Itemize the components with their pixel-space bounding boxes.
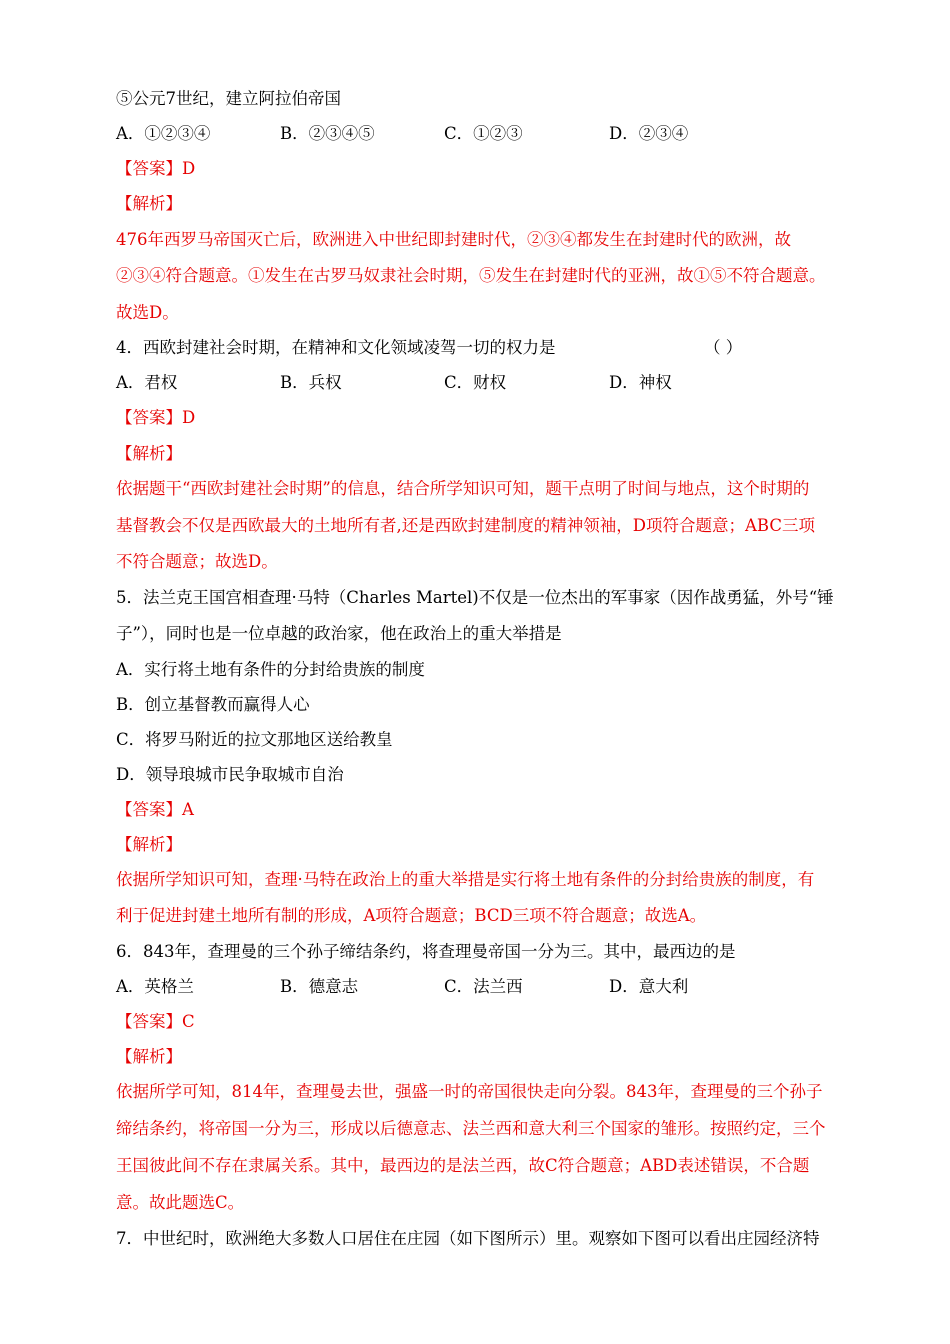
q5-answer: 【答案】A: [116, 800, 194, 819]
q4-answer-blank: （ ）: [704, 338, 743, 357]
q5-option-a: A．实行将土地有条件的分封给贵族的制度: [116, 660, 425, 679]
q3-option-a: A．①②③④: [116, 124, 211, 143]
q4-stem: 4．西欧封建社会时期，在精神和文化领域凌驾一切的权力是: [116, 338, 556, 357]
q5-option-b: B．创立基督教而赢得人心: [116, 695, 310, 714]
q3-option-b: B．②③④⑤: [280, 124, 375, 143]
q5-option-d: D．领导琅城市民争取城市自治: [116, 765, 344, 784]
q6-analysis-line-1: 依据所学可知，814年，查理曼去世，强盛一时的帝国很快走向分裂。843年，查理曼的三个孙子: [116, 1082, 823, 1101]
q6-analysis-label: 【解析】: [116, 1047, 182, 1066]
q3-answer: 【答案】D: [116, 159, 196, 178]
q4-analysis-line-1: 依据题干“西欧封建社会时期”的信息，结合所学知识可知，题干点明了时间与地点，这个时期的: [116, 479, 810, 498]
q4-analysis-label: 【解析】: [116, 444, 182, 463]
q6-analysis-line-3: 王国彼此间不存在隶属关系。其中，最西边的是法兰西，故C符合题意；ABD表述错误，不合题: [116, 1156, 810, 1175]
q3-item-5: ⑤公元7世纪，建立阿拉伯帝国: [116, 89, 341, 108]
q3-analysis-line-1: 476年西罗马帝国灭亡后，欧洲进入中世纪即封建时代，②③④都发生在封建时代的欧洲，故: [116, 230, 791, 249]
q3-option-c: C．①②③: [444, 124, 523, 143]
q6-analysis-line-4: 意。故此题选C。: [116, 1193, 245, 1212]
q7-stem: 7．中世纪时，欧洲绝大多数人口居住在庄园（如下图所示）里。观察如下图可以看出庄园经济特: [116, 1229, 820, 1248]
q4-option-c: C．财权: [444, 373, 507, 392]
q4-answer: 【答案】D: [116, 408, 196, 427]
q6-option-d: D．意大利: [609, 977, 689, 996]
q4-option-a: A．君权: [116, 373, 178, 392]
q4-analysis-line-2: 基督教会不仅是西欧最大的土地所有者,还是西欧封建制度的精神领袖，D项符合题意；ABC三项: [116, 516, 815, 535]
q4-analysis-line-3: 不符合题意；故选D。: [116, 552, 278, 571]
q5-option-c: C．将罗马附近的拉文那地区送给教皇: [116, 730, 393, 749]
q3-option-d: D．②③④: [609, 124, 689, 143]
q4-option-b: B．兵权: [280, 373, 342, 392]
q5-analysis-line-1: 依据所学知识可知，查理·马特在政治上的重大举措是实行将土地有条件的分封给贵族的制度，有: [116, 870, 815, 889]
q6-option-a: A．英格兰: [116, 977, 194, 996]
q6-stem: 6．843年，查理曼的三个孙子缔结条约，将查理曼帝国一分为三。其中，最西边的是: [116, 942, 736, 961]
q6-analysis-line-2: 缔结条约，将帝国一分为三，形成以后德意志、法兰西和意大利三个国家的雏形。按照约定，三个: [116, 1119, 826, 1138]
q3-analysis-label: 【解析】: [116, 194, 182, 213]
q3-analysis-line-2: ②③④符合题意。①发生在古罗马奴隶社会时期，⑤发生在封建时代的亚洲，故①⑤不符合题意。: [116, 266, 826, 285]
q6-answer: 【答案】C: [116, 1012, 195, 1031]
q4-option-d: D．神权: [609, 373, 672, 392]
q3-analysis-line-3: 故选D。: [116, 303, 179, 322]
q5-analysis-line-2: 利于促进封建土地所有制的形成，A项符合题意；BCD三项不符合题意；故选A。: [116, 906, 707, 925]
q5-analysis-label: 【解析】: [116, 835, 182, 854]
q5-stem-line-1: 5．法兰克王国宫相查理·马特（Charles Martel)不仅是一位杰出的军事家（因作战勇猛，外号“锤: [116, 588, 834, 607]
q6-option-b: B．德意志: [280, 977, 359, 996]
q6-option-c: C．法兰西: [444, 977, 523, 996]
q5-stem-line-2: 子”），同时也是一位卓越的政治家，他在政治上的重大举措是: [116, 624, 562, 643]
